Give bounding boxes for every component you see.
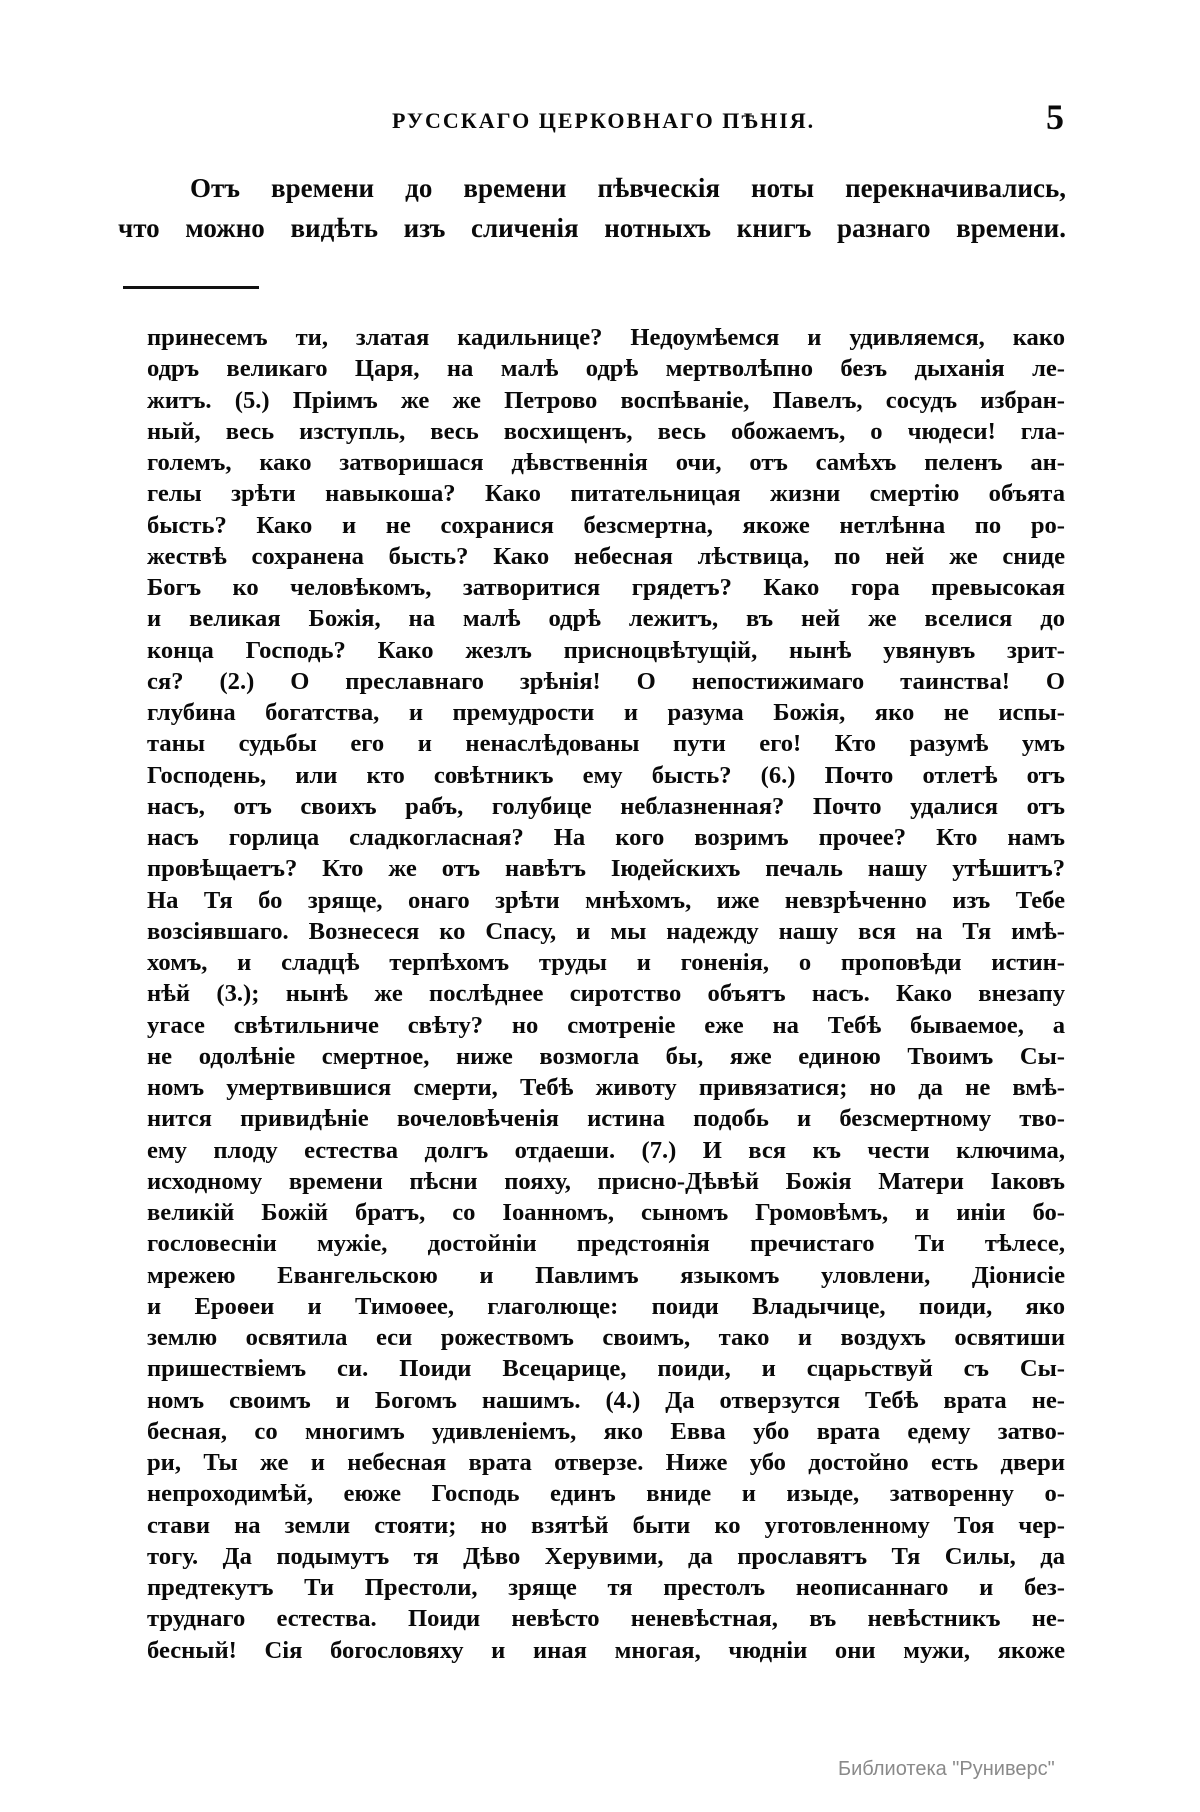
footnote-line: предтекутъ Ти Престоли, зряще тя престолъ неописаннаго и без- [147,1574,1065,1601]
footnote-line: непроходимѣй, еюже Господь единъ вниде и изыде, затворенну о- [147,1480,1065,1508]
footnote-line: конца Господь? Како жезлъ присноцвѣтущій, нынѣ увянувъ зрит- [147,636,1065,664]
footnote-divider [123,286,259,289]
footnote-line: номъ умертвившися смерти, Тебѣ животу привязатися; но да не вмѣ- [147,1074,1065,1101]
footnote-line: одръ великаго Царя, на малѣ одрѣ мертволѣпно безъ дыханія ле- [147,355,1065,383]
footnote-line: таны судьбы его и ненаслѣдованы пути его! Кто разумѣ умъ [147,730,1065,758]
footnote-line: нится привидѣніе вочеловѣченія истина подобь и безсмертному тво- [147,1105,1065,1133]
footnote-block [147,322,1065,1666]
footnote-line: големъ, како затворишася дѣвственнія очи, отъ самѣхъ пеленъ ан- [147,449,1065,476]
footnote-line: На Тя бо зряще, онаго зрѣти мнѣхомъ, иже невзрѣченно изъ Тебе [147,886,1065,914]
footnote-line: землю освятила еси рожествомъ своимъ, тако и воздухъ освятиши [147,1324,1065,1351]
footnote-line: глубина богатства, и премудрости и разума Божія, яко не испы- [147,699,1065,726]
footnote-line: и Ероѳеи и Тимоѳее, глаголюще: поиди Владычице, поиди, яко [147,1292,1065,1320]
footnote-line: провѣщаетъ? Кто же отъ навѣтъ Іюдейскихъ печаль нашу утѣшитъ? [147,855,1065,883]
footnote-line: тогу. Да подымутъ тя Дѣво Херувими, да прославятъ Тя Силы, да [147,1542,1065,1570]
footnote-line: принесемъ ти, златая кадильнице? Недоумѣемся и удивляемся, како [147,324,1065,351]
footnote-line: бысть? Како и не сохранися безсмертна, якоже нетлѣнна по ро- [147,511,1065,539]
footnote-line: Господень, или кто совѣтникъ ему бысть? (6.) Почто отлетѣ отъ [147,761,1065,789]
footnote-line: возсіявшаго. Вознесеся ко Спасу, и мы надежду нашу вся на Тя имѣ- [147,917,1065,945]
footnote-line: мрежею Евангельскою и Павлимъ языкомъ уловлени, Діонисіе [147,1261,1065,1289]
footnote-line: исходному времени пѣсни пояху, присно-Дѣвѣй Божія Матери Іаковъ [147,1167,1065,1195]
page-number: 5 [1046,97,1064,137]
footnote-line: стави на земли стояти; но взятѣй быти ко уготовленному Тоя чер- [147,1511,1065,1539]
footnote-line: и великая Божія, на малѣ одрѣ лежитъ, въ ней же вселися до [147,605,1065,633]
footnote-line: ему плоду естества долгъ отдаеши. (7.) И вся къ чести ключима, [147,1136,1065,1164]
footnote-line: труднаго естества. Поиди невѣсто неневѣстная, въ невѣстникъ не- [147,1605,1065,1633]
footnote-line: ся? (2.) О преславнаго зрѣнія! О непостижимаго таинства! О [147,667,1065,695]
running-title: РУССКАГО ЦЕРКОВНАГО ПѢНІЯ. [392,108,816,133]
footnote-line: насъ горлица сладкогласная? На кого возримъ прочее? Кто намъ [147,824,1065,851]
footnote-line: великій Божій братъ, со Іоанномъ, сыномъ Громовѣмъ, и иніи бо- [147,1199,1065,1226]
footnote-line: хомъ, и сладцѣ терпѣхомъ труды и гоненія, о проповѣди истин- [147,949,1065,976]
footnote-line: бесный! Сія богословяху и иная многая, чюдніи они мужи, якоже [147,1636,1065,1664]
page-header [0,98,1200,138]
footnote-line: насъ, отъ своихъ рабъ, голубице неблазненная? Почто удалися отъ [147,792,1065,820]
footnote-line: жествѣ сохранена бысть? Како небесная лѣствица, по ней же сниде [147,542,1065,570]
main-text-line: Отъ времени до времени пѣвческія ноты перекначивались, [190,173,1066,203]
footnote-line: бесная, со многимъ удивленіемъ, яко Евва убо врата едему затво- [147,1417,1065,1445]
main-paragraph [118,168,1066,248]
main-text-line: что можно видѣть изъ сличенія нотныхъ книгъ разнаго времени. [118,213,1066,243]
footnote-line: угасе свѣтильниче свѣту? но смотреніе еже на Тебѣ бываемое, а [147,1011,1065,1039]
footnote-line: пришествіемъ си. Поиди Всецарице, поиди, и сцарьствуй съ Сы- [147,1355,1065,1383]
footnote-line: ри, Ты же и небесная врата отверзе. Ниже убо достойно есть двери [147,1449,1065,1476]
library-watermark: Библиотека "Руниверс" [838,1758,1055,1780]
footnote-line: гелы зрѣти навыкоша? Како питательницая жизни смертію объята [147,480,1065,508]
footnote-line: Богъ ко человѣкомъ, затворитися грядетъ? Како гора превысокая [147,574,1065,601]
footnote-line: не одолѣніе смертное, ниже возмогла бы, яже единою Твоимъ Сы- [147,1042,1065,1070]
footnote-line: ный, весь изступль, весь восхищенъ, весь обожаемъ, о чюдеси! гла- [147,417,1065,445]
footnote-line: нѣй (3.); нынѣ же послѣднее сиротство объятъ насъ. Како внезапу [147,980,1065,1008]
footnote-line: житъ. (5.) Пріимъ же же Петрово воспѣваніе, Павелъ, сосудъ избран- [147,386,1065,414]
footnote-line: номъ своимъ и Богомъ нашимъ. (4.) Да отверзутся Тебѣ врата не- [147,1386,1065,1414]
footnote-line: гословесніи мужіе, достойніи предстоянія пречистаго Ти тѣлесе, [147,1230,1065,1258]
